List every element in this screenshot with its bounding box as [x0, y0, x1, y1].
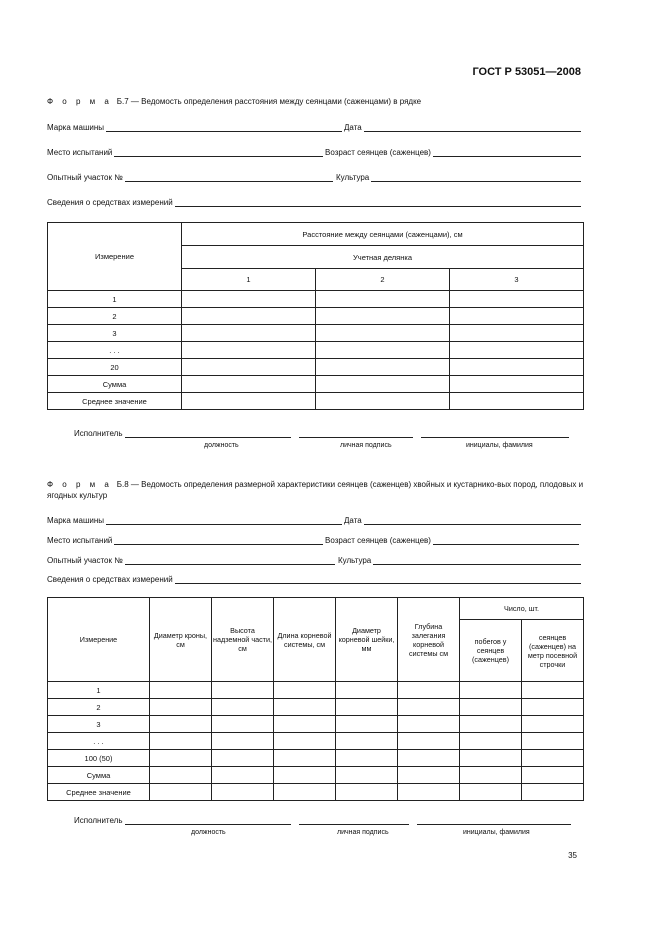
table-cell[interactable] [212, 699, 274, 716]
table-cell[interactable] [450, 376, 584, 393]
table-cell[interactable] [182, 342, 316, 359]
form8-title-text: Б.8 — Ведомость определения размерной характеристики сеянцев (саженцев) хвойных и кустарнико-вых пород, плодовых и ягодных культур [47, 480, 584, 500]
row-label: 3 [48, 716, 150, 733]
form8-culture-field[interactable] [338, 556, 581, 565]
form8-col-root-length: Длина корневой системы, см [274, 598, 336, 682]
form8-place-label: Место испытаний [47, 536, 113, 545]
form7-date-field[interactable] [344, 123, 581, 132]
form7-col-subgroup: Учетная делянка [182, 246, 584, 269]
form7-table [47, 222, 584, 410]
table-cell[interactable] [150, 733, 212, 750]
form7-plot-field[interactable] [47, 173, 333, 182]
form7-col-num: 2 [316, 269, 450, 291]
table-row [48, 682, 584, 699]
form7-culture-field[interactable] [336, 173, 581, 182]
form8-instruments-line[interactable] [175, 575, 581, 584]
row-label: 2 [48, 699, 150, 716]
row-label: 1 [48, 291, 182, 308]
table-cell[interactable] [212, 733, 274, 750]
form8-plot-label: Опытный участок № [47, 556, 123, 565]
row-label: Сумма [48, 767, 150, 784]
table-cell[interactable] [150, 682, 212, 699]
form7-age-field[interactable] [325, 148, 581, 157]
form8-title-prefix: Ф о р м а [47, 480, 113, 489]
table-cell[interactable] [336, 699, 398, 716]
form7-date-label: Дата [344, 123, 362, 132]
form7-date-line[interactable] [364, 123, 581, 132]
form8-col-shoots: побегов у сеянцев (саженцев) [460, 620, 522, 682]
table-cell[interactable] [450, 308, 584, 325]
table-row [48, 767, 584, 784]
row-label: Среднее значение [48, 393, 182, 410]
table-cell[interactable] [522, 716, 584, 733]
row-label: Сумма [48, 376, 182, 393]
form7-instruments-line[interactable] [175, 198, 581, 207]
form8-col-height: Высота надземной части, см [212, 598, 274, 682]
form7-machine-line[interactable] [106, 123, 342, 132]
form7-name-line[interactable] [421, 429, 569, 438]
table-cell[interactable] [398, 699, 460, 716]
table-cell[interactable] [212, 682, 274, 699]
table-cell[interactable] [150, 699, 212, 716]
table-row [48, 733, 584, 750]
table-cell[interactable] [522, 682, 584, 699]
table-cell[interactable] [450, 342, 584, 359]
form7-name-caption: инициалы, фамилия [466, 442, 533, 449]
table-row [48, 325, 584, 342]
table-cell[interactable] [460, 716, 522, 733]
table-row [48, 291, 584, 308]
table-cell[interactable] [450, 393, 584, 410]
table-cell[interactable] [398, 716, 460, 733]
table-cell[interactable] [522, 767, 584, 784]
table-cell[interactable] [336, 682, 398, 699]
form8-machine-line[interactable] [106, 516, 342, 525]
table-cell[interactable] [398, 682, 460, 699]
table-cell[interactable] [316, 342, 450, 359]
form8-title [47, 479, 587, 501]
table-cell[interactable] [336, 733, 398, 750]
page-number: 35 [568, 851, 577, 860]
form7-position-line[interactable] [125, 429, 291, 438]
table-row [48, 716, 584, 733]
form7-place-label: Место испытаний [47, 148, 113, 157]
form8-executor-label: Исполнитель [74, 816, 123, 825]
form8-position-caption: должность [191, 829, 226, 836]
row-label: 1 [48, 682, 150, 699]
table-cell[interactable] [150, 784, 212, 801]
form8-col-depth: Глубина залегания корневой системы см [398, 598, 460, 682]
form8-col-crown: Диаметр кроны, см [150, 598, 212, 682]
form7-age-label: Возраст сеянцев (саженцев) [325, 148, 431, 157]
table-cell[interactable] [450, 359, 584, 376]
table-row [48, 699, 584, 716]
form7-sign-line[interactable] [299, 429, 413, 438]
form8-name-line[interactable] [417, 816, 571, 825]
form8-culture-line[interactable] [373, 556, 581, 565]
table-cell[interactable] [274, 733, 336, 750]
table-cell[interactable] [522, 699, 584, 716]
form7-col-num: 3 [450, 269, 584, 291]
form7-sign-caption: личная подпись [340, 442, 392, 449]
form8-age-label: Возраст сеянцев (саженцев) [325, 536, 431, 545]
row-label: Среднее значение [48, 784, 150, 801]
table-cell[interactable] [150, 750, 212, 767]
form8-machine-label: Марка машины [47, 516, 105, 525]
form8-age-line[interactable] [433, 536, 579, 545]
form7-title-text: Б.7 — Ведомость определения расстояния между сеянцами (саженцами) в рядке [116, 97, 422, 106]
table-cell[interactable] [274, 699, 336, 716]
table-cell[interactable] [316, 376, 450, 393]
table-cell[interactable] [336, 750, 398, 767]
form7-col-num: 1 [182, 269, 316, 291]
table-cell[interactable] [150, 716, 212, 733]
form8-col-per-meter: сеянцев (саженцев) на метр посевной строчки [522, 620, 584, 682]
form8-culture-label: Культура [338, 556, 372, 565]
form7-instruments-field[interactable] [47, 198, 581, 207]
table-cell[interactable] [274, 750, 336, 767]
form8-age-field[interactable] [325, 536, 579, 545]
table-row [48, 308, 584, 325]
table-cell[interactable] [460, 767, 522, 784]
table-cell[interactable] [212, 716, 274, 733]
table-cell[interactable] [450, 291, 584, 308]
form8-sign-caption: личная подпись [337, 829, 389, 836]
table-cell[interactable] [460, 784, 522, 801]
table-cell[interactable] [274, 767, 336, 784]
table-cell[interactable] [212, 750, 274, 767]
table-cell[interactable] [316, 393, 450, 410]
table-cell[interactable] [182, 308, 316, 325]
table-cell[interactable] [150, 767, 212, 784]
form8-plot-field[interactable] [47, 556, 335, 565]
table-cell[interactable] [316, 308, 450, 325]
table-cell[interactable] [336, 767, 398, 784]
row-label: 20 [48, 359, 182, 376]
table-cell[interactable] [460, 699, 522, 716]
form7-culture-label: Культура [336, 173, 370, 182]
form8-col-neck: Диаметр корневой шейки, мм [336, 598, 398, 682]
row-label: . . . [48, 733, 150, 750]
form7-plot-line[interactable] [125, 173, 333, 182]
form7-position-caption: должность [204, 442, 239, 449]
form8-name-caption: инициалы, фамилия [463, 829, 530, 836]
form8-place-line[interactable] [114, 536, 323, 545]
form8-signature [74, 816, 571, 825]
table-cell[interactable] [398, 767, 460, 784]
table-cell[interactable] [460, 733, 522, 750]
row-label: . . . [48, 342, 182, 359]
form7-col-group: Расстояние между сеянцами (саженцами), см [182, 223, 584, 246]
table-cell[interactable] [522, 750, 584, 767]
table-cell[interactable] [336, 716, 398, 733]
table-cell[interactable] [274, 682, 336, 699]
table-cell[interactable] [182, 359, 316, 376]
form7-machine-field[interactable] [47, 123, 342, 132]
form8-machine-field[interactable] [47, 516, 342, 525]
table-cell[interactable] [398, 733, 460, 750]
form8-place-field[interactable] [47, 536, 323, 545]
table-cell[interactable] [316, 359, 450, 376]
table-cell[interactable] [398, 750, 460, 767]
table-cell[interactable] [522, 733, 584, 750]
table-row [48, 342, 584, 359]
table-row [48, 359, 584, 376]
form8-date-field[interactable] [344, 516, 581, 525]
form7-place-line[interactable] [114, 148, 323, 157]
table-cell[interactable] [450, 325, 584, 342]
table-cell[interactable] [182, 393, 316, 410]
table-cell[interactable] [274, 716, 336, 733]
form7-title [47, 97, 421, 106]
form8-instruments-field[interactable] [47, 575, 581, 584]
row-label: 100 (50) [48, 750, 150, 767]
table-cell[interactable] [460, 682, 522, 699]
table-cell[interactable] [336, 784, 398, 801]
table-row [48, 784, 584, 801]
form7-col-measure: Измерение [48, 223, 182, 291]
form7-machine-label: Марка машины [47, 123, 105, 132]
table-cell[interactable] [316, 325, 450, 342]
form7-plot-label: Опытный участок № [47, 173, 123, 182]
table-cell[interactable] [398, 784, 460, 801]
table-cell[interactable] [212, 767, 274, 784]
form8-date-label: Дата [344, 516, 362, 525]
table-cell[interactable] [212, 784, 274, 801]
form7-executor-label: Исполнитель [74, 429, 123, 438]
row-label: 2 [48, 308, 182, 325]
form7-instruments-label: Сведения о средствах измерений [47, 198, 173, 207]
form7-culture-line[interactable] [371, 173, 581, 182]
form8-date-line[interactable] [364, 516, 581, 525]
table-row [48, 750, 584, 767]
form8-table [47, 597, 584, 801]
form8-plot-line[interactable] [125, 556, 335, 565]
form8-col-measure: Измерение [48, 598, 150, 682]
form7-title-prefix: Ф о р м а [47, 97, 113, 106]
table-row [48, 393, 584, 410]
form7-signature [74, 429, 569, 438]
form7-place-field[interactable] [47, 148, 323, 157]
row-label: 3 [48, 325, 182, 342]
table-cell[interactable] [316, 291, 450, 308]
table-cell[interactable] [182, 376, 316, 393]
table-cell[interactable] [182, 291, 316, 308]
form8-col-count: Число, шт. [460, 598, 584, 620]
form7-age-line[interactable] [433, 148, 581, 157]
table-cell[interactable] [182, 325, 316, 342]
table-cell[interactable] [522, 784, 584, 801]
form8-instruments-label: Сведения о средствах измерений [47, 575, 173, 584]
form8-position-line[interactable] [125, 816, 291, 825]
form8-sign-line[interactable] [299, 816, 409, 825]
table-cell[interactable] [274, 784, 336, 801]
document-id: ГОСТ Р 53051—2008 [472, 66, 581, 78]
table-row [48, 376, 584, 393]
table-cell[interactable] [460, 750, 522, 767]
